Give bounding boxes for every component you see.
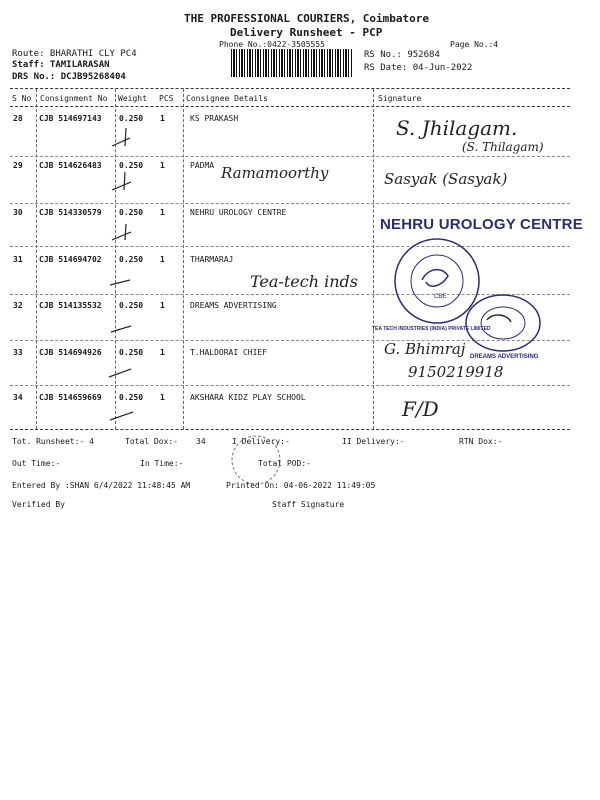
row-consignee: AKSHARA KIDZ PLAY SCHOOL xyxy=(190,393,306,402)
total-dox-label: Total Dox:- xyxy=(125,437,178,446)
total-pod: Total POD:- xyxy=(258,459,311,468)
drs-number: DRS No.: DCJB95268404 xyxy=(12,72,126,82)
row-consignee: THARMARAJ xyxy=(190,255,234,264)
svg-text:CBE: CBE xyxy=(434,294,447,300)
row-pcs: 1 xyxy=(160,393,165,402)
row-weight: 0.250 xyxy=(119,348,144,357)
signature-row-28-name: (S. Thilagam) xyxy=(462,140,544,154)
entered-by: Entered By :SHAN 6/4/2022 11:48:45 AM xyxy=(12,481,191,490)
row-sno: 33 xyxy=(13,348,23,357)
dreams-round-stamp xyxy=(463,292,543,354)
row-consignee: DREAMS ADVERTISING xyxy=(190,301,277,310)
signature-row-33: G. Bhimraj xyxy=(384,340,466,358)
tick-mark xyxy=(112,138,130,146)
tick-mark xyxy=(110,412,133,420)
staff-signature: Staff Signature xyxy=(272,500,345,509)
dreams-stamp-text: DREAMS ADVERTISING xyxy=(470,354,539,360)
row-sno: 28 xyxy=(13,114,23,123)
phone-handwritten-row-33: 9150219918 xyxy=(408,363,504,381)
tick-mark xyxy=(112,232,131,240)
total-dox-value: 34 xyxy=(196,437,206,446)
ii-delivery: II Delivery:- xyxy=(342,437,405,446)
col-pcs: PCS xyxy=(159,94,174,103)
col-signature: Signature xyxy=(378,94,422,103)
row-weight: 0.250 xyxy=(119,255,144,264)
row-pcs: 1 xyxy=(160,208,165,217)
row-pcs: 1 xyxy=(160,161,165,170)
row-weight: 0.250 xyxy=(119,301,144,310)
col-consignee: Consignee Details xyxy=(186,94,268,103)
row-pcs: 1 xyxy=(160,348,165,357)
row-sno: 34 xyxy=(13,393,23,402)
route-label: Route: BHARATHI CLY PC4 xyxy=(12,49,137,59)
row-consignment: CJB 514135532 xyxy=(39,301,102,310)
row-sno: 32 xyxy=(13,301,23,310)
company-title: THE PROFESSIONAL COURIERS, Coimbatore xyxy=(184,12,430,25)
col-consignment: Consignment No xyxy=(40,94,108,103)
row-consignment: CJB 514694702 xyxy=(39,255,102,264)
row-weight: 0.250 xyxy=(119,161,144,170)
signature-row-34: F/D xyxy=(402,397,439,421)
handwritten-name-row-29: Ramamoorthy xyxy=(221,164,329,182)
row-sno: 30 xyxy=(13,208,23,217)
i-delivery: I Delivery:- xyxy=(232,437,290,446)
tick-mark xyxy=(125,128,126,146)
rs-date: RS Date: 04-Jun-2022 xyxy=(364,63,473,73)
page-number: Page No.:4 xyxy=(450,40,499,49)
out-time: Out Time:- xyxy=(12,459,61,468)
staff-label: Staff: TAMILARASAN xyxy=(12,60,110,70)
rtn-dox: RTN Dox:- xyxy=(459,437,503,446)
printed-on: Printed On: 04-06-2022 11:49:05 xyxy=(226,481,376,490)
row-pcs: 1 xyxy=(160,114,165,123)
row-consignment: CJB 514626483 xyxy=(39,161,102,170)
col-weight: Weight xyxy=(118,94,147,103)
tick-mark xyxy=(125,224,126,240)
nehru-stamp: NEHRU UROLOGY CENTRE xyxy=(380,216,583,233)
signature-row-28: S. Jhilagam. xyxy=(396,116,518,140)
row-sno: 29 xyxy=(13,161,23,170)
row-weight: 0.250 xyxy=(119,393,144,402)
row-pcs: 1 xyxy=(160,301,165,310)
row-consignee: KS PRAKASH xyxy=(190,114,239,123)
phone-number: Phone No.:0422-3505555 xyxy=(219,40,325,49)
tick-mark xyxy=(111,326,131,332)
row-consignment: CJB 514697143 xyxy=(39,114,102,123)
tick-mark xyxy=(109,369,131,377)
col-sno: S No xyxy=(12,94,32,103)
row-weight: 0.250 xyxy=(119,114,144,123)
verified-by: Verified By xyxy=(12,500,65,509)
signature-row-29: Sasyak (Sasyak) xyxy=(384,170,508,188)
tick-mark xyxy=(110,280,130,285)
teatech-stamp-text: TEA TECH INDUSTRIES (INDIA) PRIVATE LIMITED xyxy=(372,326,491,332)
rs-number: RS No.: 952684 xyxy=(364,50,440,60)
row-consignee: NEHRU UROLOGY CENTRE xyxy=(190,208,287,217)
runsheet-subtitle: Delivery Runsheet - PCP xyxy=(230,26,383,39)
tot-runsheet: Tot. Runsheet:- 4 xyxy=(12,437,94,446)
row-consignee: T.HALDORAI CHIEF xyxy=(190,348,268,357)
row-weight: 0.250 xyxy=(119,208,144,217)
row-consignee: PADMA xyxy=(190,161,215,170)
signature-row-31: Tea-tech inds xyxy=(250,272,358,291)
in-time: In Time:- xyxy=(140,459,184,468)
row-consignment: CJB 514659669 xyxy=(39,393,102,402)
row-consignment: CJB 514330579 xyxy=(39,208,102,217)
row-sno: 31 xyxy=(13,255,23,264)
row-consignment: CJB 514694926 xyxy=(39,348,102,357)
row-pcs: 1 xyxy=(160,255,165,264)
tick-mark xyxy=(124,172,125,190)
tick-mark xyxy=(112,182,131,190)
